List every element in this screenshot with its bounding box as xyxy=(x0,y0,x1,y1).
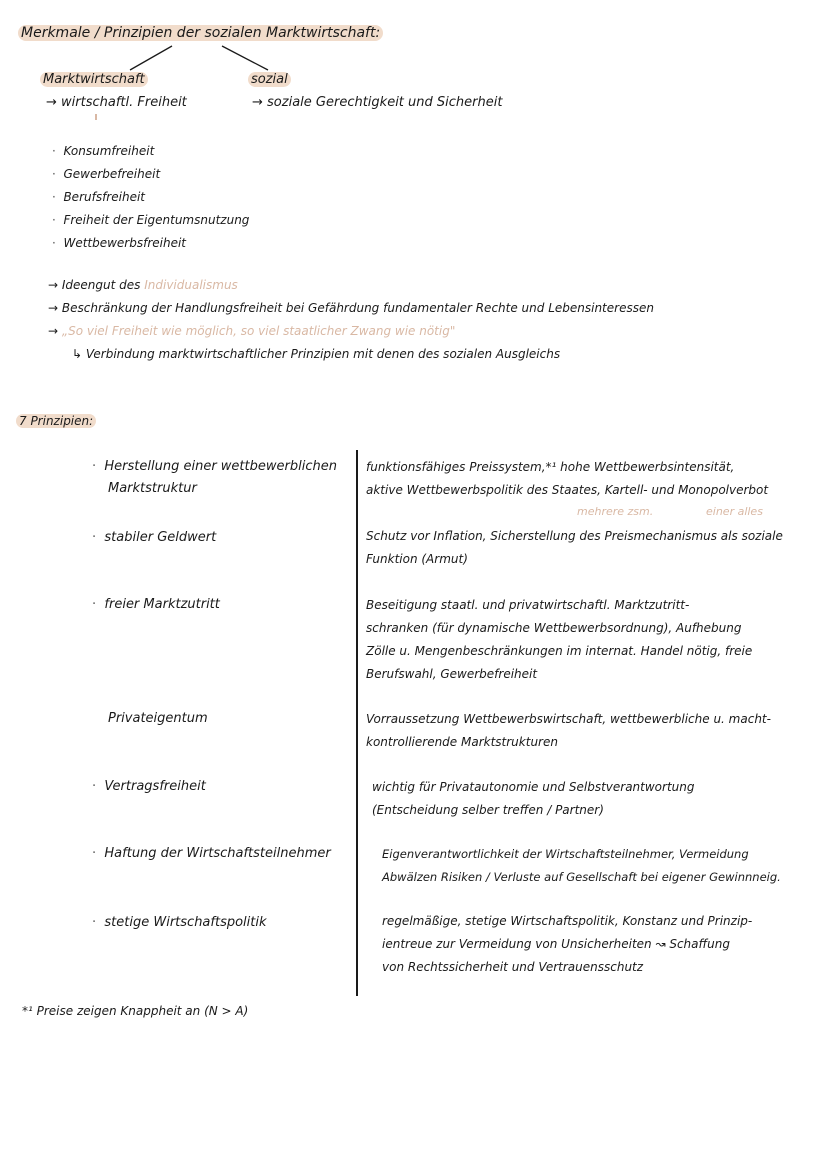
principle-name: · Haftung der Wirtschaftsteilnehmer xyxy=(92,846,331,861)
bullet-icon: · xyxy=(52,213,64,227)
principle-description: Schutz vor Inflation, Sicherstellung des Preismechanismus als soziale Funktion (Armut) xyxy=(366,529,783,566)
branch-right-title: sozial xyxy=(248,72,291,87)
note-verbindung: ↳ Verbindung marktwirtschaftlicher Prinzipien mit denen des sozialen Ausgleichs xyxy=(72,347,561,361)
bullet-icon: · xyxy=(92,459,105,474)
principle-name: · Herstellung einer wettbewerblichen Marktstruktur xyxy=(92,459,337,496)
note-ideengut: → Ideengut des Individualismus xyxy=(48,278,238,292)
page-title: Merkmale / Prinzipien der sozialen Marktwirtschaft: xyxy=(18,25,383,41)
bullet-icon: · xyxy=(52,144,64,158)
bullet-icon: · xyxy=(92,915,105,930)
branch-right-item: → soziale Gerechtigkeit und Sicherheit xyxy=(252,95,503,110)
freedoms-list xyxy=(52,140,249,255)
arrow-icon: → xyxy=(48,324,62,338)
branch-left-item: → wirtschaftl. Freiheit xyxy=(46,95,187,110)
list-item: · Gewerbefreiheit xyxy=(52,167,161,181)
principle-description: wichtig für Privatautonomie und Selbstverantwortung (Entscheidung selber treffen / Partner) xyxy=(372,780,695,817)
arrow-icon: → xyxy=(48,278,62,292)
return-arrow-icon: ↳ xyxy=(72,347,86,361)
annotation-kartell: mehrere zsm. xyxy=(577,505,654,518)
bullet-icon: · xyxy=(52,236,64,250)
bullet-icon: · xyxy=(92,597,105,612)
principle-name: · stetige Wirtschaftspolitik xyxy=(92,915,267,930)
principle-description: regelmäßige, stetige Wirtschaftspolitik, Konstanz und Prinzip- ientreue zur Vermeidung von Unsicherheiten ↝ Schaffung von Rechtssicherheit und Vertrauensschutz xyxy=(382,914,753,974)
list-item: · Konsumfreiheit xyxy=(52,144,155,158)
principle-description: Beseitigung staatl. und privatwirtschaftl. Marktzutritt- schranken (für dynamische Wettbewerbsordnung), Aufhebung Zölle u. Mengenbeschränkungen im internat. Handel nötig, freie Berufswahl, Gewerbefreiheit xyxy=(366,598,753,681)
annotation-monopol: einer alles xyxy=(706,505,763,518)
principle-name: · stabiler Geldwert xyxy=(92,530,217,545)
principle-name: · freier Marktzutritt xyxy=(92,597,220,612)
principle-description: Vorraussetzung Wettbewerbswirtschaft, wettbewerbliche u. macht- kontrollierende Marktstrukturen xyxy=(366,712,771,749)
list-item: · Wettbewerbsfreiheit xyxy=(52,236,187,250)
bullet-icon: · xyxy=(52,167,64,181)
column-divider xyxy=(356,450,358,996)
list-item: · Freiheit der Eigentumsnutzung xyxy=(52,213,250,227)
arrow-icon: → xyxy=(46,95,62,110)
principles-heading: 7 Prinzipien: xyxy=(16,414,96,428)
bullet-icon: · xyxy=(92,779,105,794)
principle-description: Eigenverantwortlichkeit der Wirtschaftsteilnehmer, Vermeidung Abwälzen Risiken / Verluste auf Gesellschaft bei eigener Gewinnneig. xyxy=(382,847,781,884)
note-beschraenkung: → Beschränkung der Handlungsfreiheit bei Gefährdung fundamentaler Rechte und Lebensinteressen xyxy=(48,301,654,315)
principle-name: Privateigentum xyxy=(108,711,208,726)
footnote: *¹ Preise zeigen Knappheit an (N > A) xyxy=(22,1004,249,1018)
branch-left-title: Marktwirtschaft xyxy=(40,72,148,87)
principle-name: · Vertragsfreiheit xyxy=(92,779,206,794)
bullet-icon: · xyxy=(92,530,105,545)
bullet-icon: · xyxy=(92,846,105,861)
bullet-icon: · xyxy=(52,190,64,204)
arrow-icon: → xyxy=(48,301,62,315)
principle-description: funktionsfähiges Preissystem,*¹ hohe Wettbewerbsintensität, aktive Wettbewerbspolitik des Staates, Kartell- und Monopolverbot xyxy=(366,460,769,497)
list-item: · Berufsfreiheit xyxy=(52,190,145,204)
note-quote: → „So viel Freiheit wie möglich, so viel staatlicher Zwang wie nötig" xyxy=(48,324,456,338)
arrow-icon: → xyxy=(252,95,268,110)
